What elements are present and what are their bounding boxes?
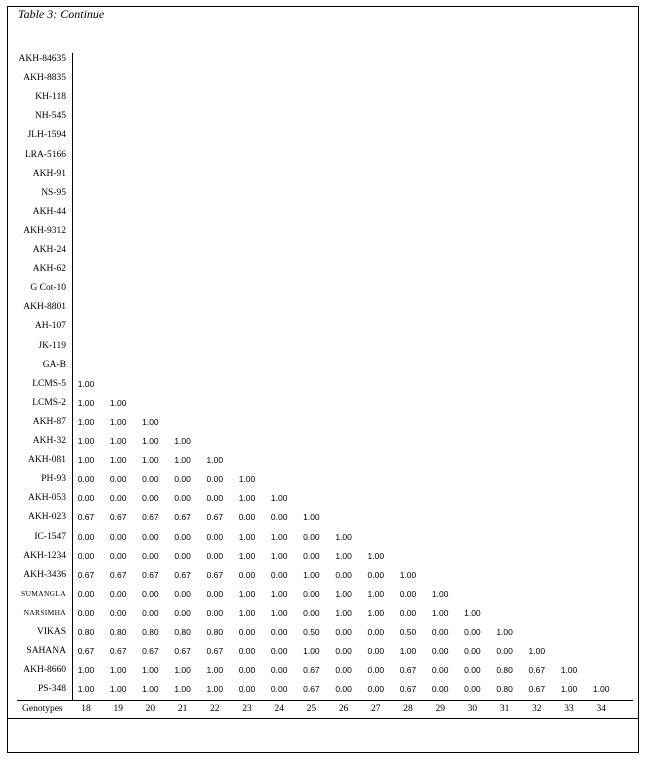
row-label: SAHANA [26,646,66,657]
column-header: 29 [435,704,445,714]
table-cell: 1.00 [77,665,95,676]
table-cell: 0.00 [496,646,513,657]
table-cell: 0.80 [142,627,159,637]
column-header: 24 [274,704,284,714]
table-cell: 1.00 [270,550,288,561]
table-cell: 0.67 [206,646,224,657]
row-label: AKH-023 [28,512,66,523]
table-cell: 0.00 [464,684,481,695]
table-cell: 1.00 [77,436,95,446]
table-cell: 0.00 [238,569,256,580]
table-cell: 0.00 [238,684,256,695]
row-label: AKH-1234 [23,550,66,561]
table-cell: 1.00 [174,665,191,676]
table-cell: 0.00 [270,665,288,676]
table-cell: 1.00 [238,474,256,485]
column-header: 19 [113,704,123,714]
table-cell: 0.00 [174,550,191,561]
table-cell: 0.00 [77,493,95,504]
table-cell: 0.00 [431,665,449,676]
row-label: AKH-91 [32,168,66,179]
table-cell: 1.00 [206,684,224,695]
table-cell: 1.00 [109,684,127,695]
genotypes-header: Genotypes [22,704,63,714]
table-cell: 0.67 [174,512,191,523]
table-cell: 1.00 [109,416,127,427]
table-cell: 0.67 [303,684,320,695]
table-cell: 0.00 [77,474,95,485]
table-cell: 0.00 [142,607,159,618]
table-cell: 0.00 [303,550,320,561]
table-cell: 1.00 [528,646,546,657]
table-cell: 0.67 [528,665,546,676]
column-header: 22 [210,704,220,714]
table-cell: 0.50 [399,627,417,637]
table-cell: 0.00 [270,684,288,695]
row-label: AKH-32 [32,436,66,446]
table-cell: 0.80 [206,627,224,637]
table-cell: 1.00 [592,684,610,695]
column-header: 28 [403,704,413,714]
table-cell: 0.00 [367,627,385,637]
table-cell: 1.00 [206,665,224,676]
column-header: 20 [145,704,156,714]
table-cell: 1.00 [270,588,288,599]
table-cell: 1.00 [77,684,95,695]
table-cell: 0.80 [109,627,127,637]
table-cell: 0.50 [303,627,320,637]
table-cell: 1.00 [109,665,127,676]
table-cell: 0.00 [109,493,127,504]
column-header: 30 [467,704,478,714]
row-label: LRA-5166 [24,149,66,160]
table-cell: 1.00 [142,684,159,695]
table-cell: 0.67 [142,512,159,523]
table-cell: 0.00 [238,665,256,676]
table-cell: 0.00 [206,588,224,599]
table-cell: 1.00 [77,378,95,389]
row-label: IC-1547 [34,531,66,542]
table-cell: 1.00 [303,646,320,657]
row-label: AKH-62 [32,264,66,275]
table-cell: 0.67 [174,646,191,657]
row-label-divider [72,53,73,700]
table-cell: 1.00 [399,646,417,657]
row-label: AKH-44 [32,206,66,217]
table-cell: 0.00 [270,627,288,637]
row-label: AKH-8801 [23,302,66,313]
column-header: 34 [596,704,606,714]
table-cell: 0.00 [367,684,385,695]
table-cell: 0.00 [142,474,159,485]
table-cell: 0.67 [109,646,127,657]
table-cell: 0.00 [399,588,417,599]
table-cell: 0.00 [238,627,256,637]
column-header: 26 [338,704,349,714]
table-cell: 1.00 [560,684,578,695]
table-cell: 0.00 [77,550,95,561]
table-cell: 0.00 [431,627,449,637]
table-cell: 1.00 [431,588,449,599]
row-label: PS-348 [38,684,66,695]
row-label: SUMANGLA [21,588,66,598]
table-cell: 1.00 [335,550,352,561]
row-label: KH-118 [35,92,66,103]
column-header: 31 [499,704,510,714]
column-header: 23 [242,704,252,714]
table-cell: 1.00 [77,416,95,427]
table-cell: 0.00 [367,569,385,580]
table-cell: 1.00 [174,455,191,466]
table-cell: 0.00 [206,550,224,561]
table-cell: 0.00 [399,607,417,618]
table-cell: 1.00 [303,569,320,580]
table-cell: 0.00 [109,607,127,618]
table-cell: 1.00 [142,665,159,676]
table-cell: 0.67 [77,646,95,657]
table-cell: 0.00 [335,646,352,657]
row-label: JLH-1594 [27,130,66,141]
table-cell: 0.00 [142,531,159,542]
row-label: AKH-24 [32,245,66,255]
table-cell: 0.00 [77,607,95,618]
header-rule [17,700,633,701]
table-cell: 1.00 [77,455,95,466]
row-label: AKH-8835 [23,73,66,84]
table-cell: 0.67 [77,569,95,580]
table-cell: 0.00 [238,646,256,657]
table-cell: 1.00 [335,607,352,618]
table-cell: 0.67 [303,665,320,676]
table-cell: 1.00 [109,397,127,408]
row-label: AKH-081 [28,455,66,466]
row-label: PH-93 [41,474,66,485]
table-cell: 0.00 [109,474,127,485]
table-cell: 0.00 [335,665,352,676]
table-cell: 0.00 [464,627,481,637]
table-cell: 1.00 [496,627,513,637]
table-cell: 0.80 [496,684,513,695]
table-cell: 0.00 [335,684,352,695]
table-cell: 0.00 [142,588,159,599]
table-cell: 0.80 [496,665,513,676]
table-cell: 0.67 [109,569,127,580]
table-cell: 0.00 [335,627,352,637]
table-cell: 1.00 [238,493,256,504]
table-cell: 0.00 [303,607,320,618]
table-cell: 1.00 [238,588,256,599]
row-label: G Cot-10 [30,283,66,294]
table-cell: 1.00 [174,684,191,695]
table-caption: Table 3: Continue [18,7,105,21]
table-cell: 1.00 [270,607,288,618]
table-cell: 0.80 [174,627,191,637]
table-cell: 0.00 [206,607,224,618]
table-cell: 0.00 [270,646,288,657]
table-cell: 1.00 [335,588,352,599]
table-cell: 0.00 [174,588,191,599]
table-cell: 0.00 [464,665,481,676]
row-label: LCMS-2 [32,397,66,408]
table-cell: 1.00 [142,455,159,466]
column-header: 21 [177,704,188,714]
row-label: NS-95 [41,187,66,198]
row-label: AKH-3436 [23,569,66,580]
table-cell: 0.00 [109,531,127,542]
table-cell: 0.00 [367,646,385,657]
row-label: AKH-8660 [23,665,66,676]
table-cell: 0.67 [206,569,224,580]
row-label: AKH-053 [28,493,66,504]
row-label: NARSIMHA [23,607,66,617]
row-label: GA-B [42,359,66,370]
table-cell: 1.00 [464,607,481,618]
table-cell: 0.67 [399,665,417,676]
table-cell: 1.00 [335,531,352,542]
table-cell: 0.67 [206,512,224,523]
table-cell: 0.67 [174,569,191,580]
table-cell: 0.67 [109,512,127,523]
table-cell: 0.00 [367,665,385,676]
row-label: AKH-9312 [23,225,66,236]
table-cell: 1.00 [560,665,578,676]
table-cell: 1.00 [109,436,127,446]
row-label: VIKAS [36,627,66,637]
table-cell: 1.00 [367,588,385,599]
table-cell: 0.00 [142,550,159,561]
table-cell: 1.00 [367,550,385,561]
table-cell: 0.00 [238,512,256,523]
table-cell: 0.00 [335,569,352,580]
table-cell: 0.00 [174,493,191,504]
table-cell: 1.00 [238,550,256,561]
table-cell: 1.00 [238,531,256,542]
column-header: 33 [564,704,574,714]
table-cell: 1.00 [303,512,320,523]
table-cell: 1.00 [270,531,288,542]
table-cell: 0.00 [174,531,191,542]
table-cell: 0.00 [431,684,449,695]
row-label: AH-107 [34,321,66,332]
table-cell: 1.00 [431,607,449,618]
table-cell: 0.00 [77,531,95,542]
table-cell: 0.00 [464,646,481,657]
table-cell: 0.67 [142,569,159,580]
table-cell: 1.00 [142,416,159,427]
table-cell: 0.67 [142,646,159,657]
table-cell: 0.00 [77,588,95,599]
column-header: 32 [532,704,542,714]
row-label: AKH-87 [32,416,66,427]
row-label: NH-545 [34,111,66,122]
table-cell: 0.00 [206,474,224,485]
table-cell: 1.00 [109,455,127,466]
table-cell: 0.00 [174,607,191,618]
table-cell: 1.00 [142,436,159,446]
table-cell: 0.67 [399,684,417,695]
column-header: 25 [306,704,317,714]
table-cell: 0.00 [303,531,320,542]
column-header: 18 [81,704,91,714]
table-cell: 0.00 [206,531,224,542]
table-cell: 0.67 [528,684,546,695]
table-cell: 0.00 [174,474,191,485]
row-label: JK-119 [38,340,66,351]
table-cell: 0.00 [431,646,449,657]
table-cell: 0.80 [77,627,95,637]
table-cell: 0.00 [206,493,224,504]
table-cell: 1.00 [77,397,95,408]
table-cell: 1.00 [399,569,417,580]
table-cell: 0.00 [303,588,320,599]
table-cell: 1.00 [174,436,191,446]
row-label: LCMS-5 [32,378,66,389]
table-cell: 1.00 [206,455,224,466]
row-label: AKH-84635 [18,54,66,64]
table-cell: 0.00 [142,493,159,504]
table-cell: 0.00 [270,512,288,523]
table-cell: 1.00 [367,607,385,618]
column-header: 27 [371,704,381,714]
table-cell: 0.00 [109,588,127,599]
table-cell: 0.00 [270,569,288,580]
table-cell: 1.00 [238,607,256,618]
table-cell: 0.67 [77,512,95,523]
table-cell: 0.00 [109,550,127,561]
table-cell: 1.00 [270,493,288,504]
